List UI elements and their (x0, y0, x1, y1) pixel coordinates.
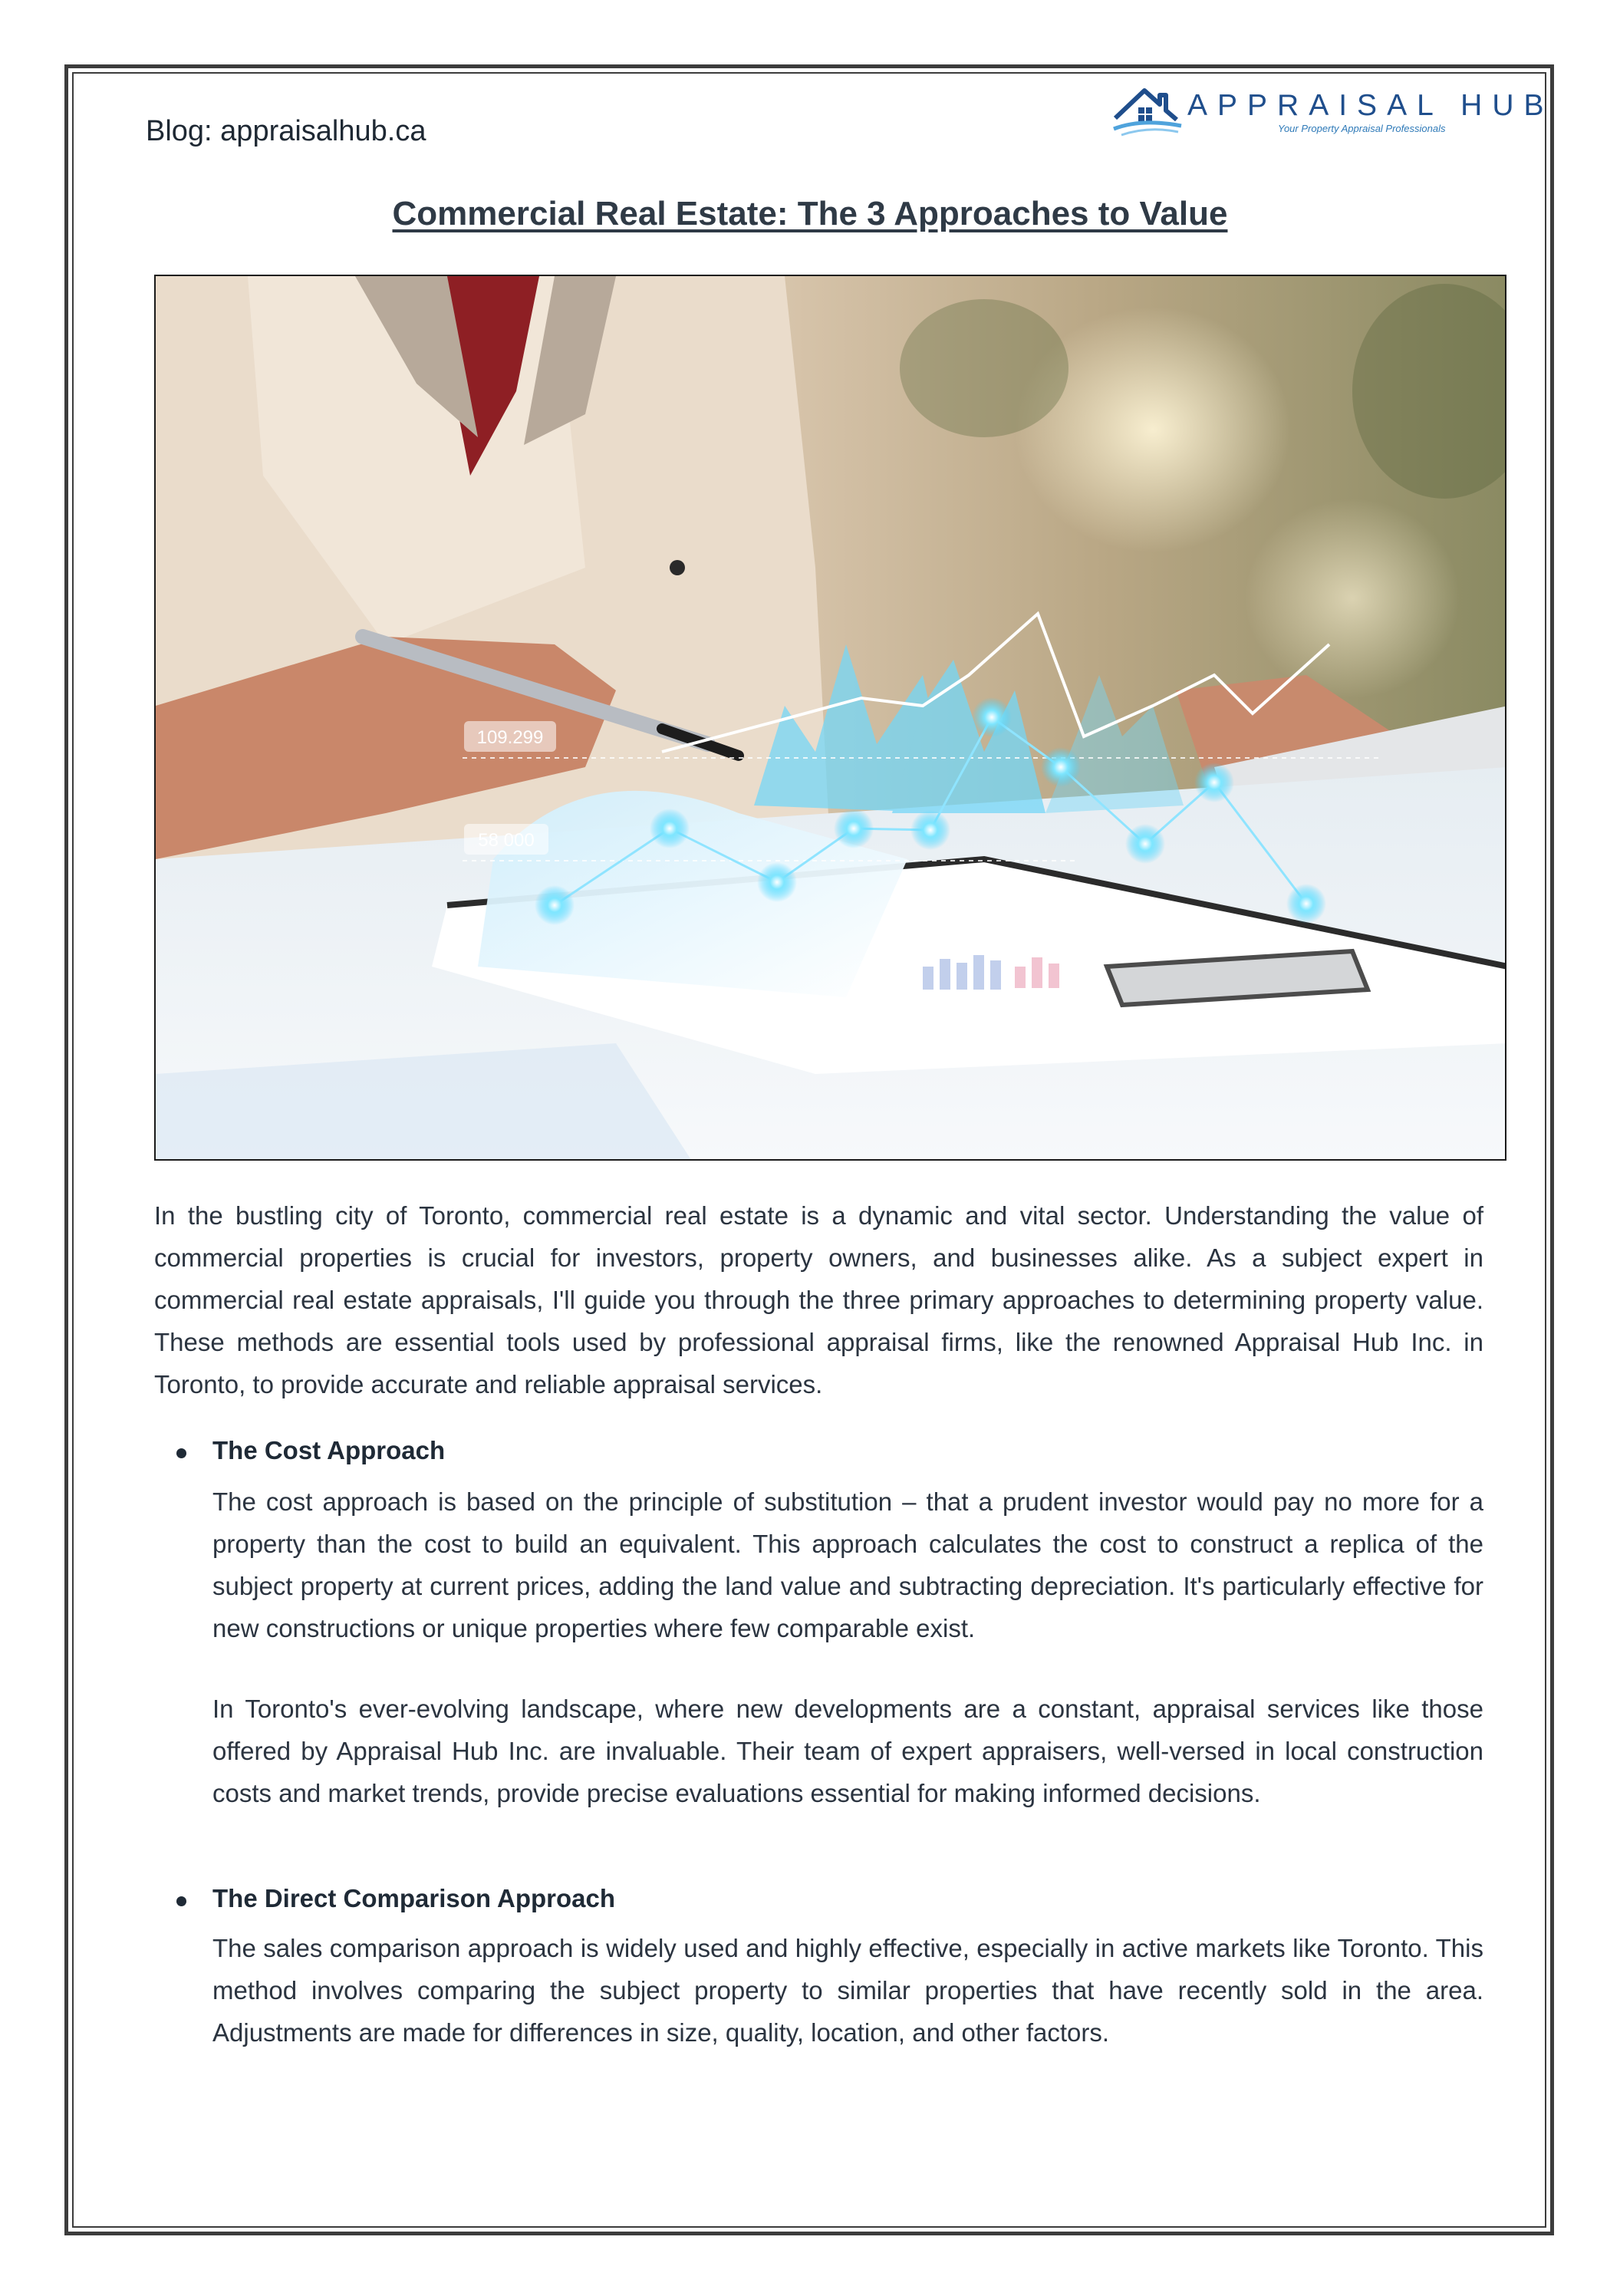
logo-tagline: Your Property Appraisal Professionals (1278, 123, 1446, 134)
article-title: Commercial Real Estate: The 3 Approaches to Value (392, 195, 1228, 232)
bullet-point (176, 1448, 186, 1458)
hero-image (154, 275, 1506, 1161)
logo-text: APPRAISAL HUB (1187, 89, 1554, 122)
bullet-point (176, 1896, 186, 1906)
direct-comparison-paragraph: The sales comparison approach is widely used and highly effective, especially in active markets like Toronto. This method involves comparing the subject property to similar properties that have recently sold in the area. Adjustments are made for differences in size, quality, location, and other factors. (212, 1934, 1483, 2047)
section-heading-direct-comparison: The Direct Comparison Approach (212, 1884, 616, 1912)
appraisal-hub-logo (1111, 78, 1554, 140)
hero-label-2: 58 000 (478, 830, 535, 851)
house-icon (1111, 78, 1187, 140)
cost-approach-paragraph-1: The cost approach is based on the principle of substitution – that a prudent investor would pay no more for a property than the cost to build an equivalent. This approach calculates the cost to construct a replica of the subject property at current prices, adding the land value and subtracting depreciation. It's particularly effective for new constructions or unique properties where few comparable exist. (212, 1487, 1483, 1642)
financial-analysis-photo (156, 276, 1506, 1161)
intro-paragraph: In the bustling city of Toronto, commercial real estate is a dynamic and vital sector. Understanding the value of commercial properties is crucial for investors, property owners, and businesses alike. As a subject expert in commercial real estate appraisals, I'll guide you through the three primary approaches to determining property value. These methods are essential tools used by professional appraisal firms, like the renowned Appraisal Hub Inc. in Toronto, to provide accurate and reliable appraisal services. (154, 1201, 1483, 1398)
section-heading-cost-approach: The Cost Approach (212, 1436, 446, 1464)
blog-label: Blog: appraisalhub.ca (146, 115, 426, 147)
hero-label-1: 109.299 (476, 727, 544, 748)
cost-approach-paragraph-2: In Toronto's ever-evolving landscape, where new developments are a constant, appraisal services like those offered by Appraisal Hub Inc. are invaluable. Their team of expert appraisers, well-versed in local construction costs and market trends, provide precise evaluations essential for making informed decisions. (212, 1695, 1483, 1807)
